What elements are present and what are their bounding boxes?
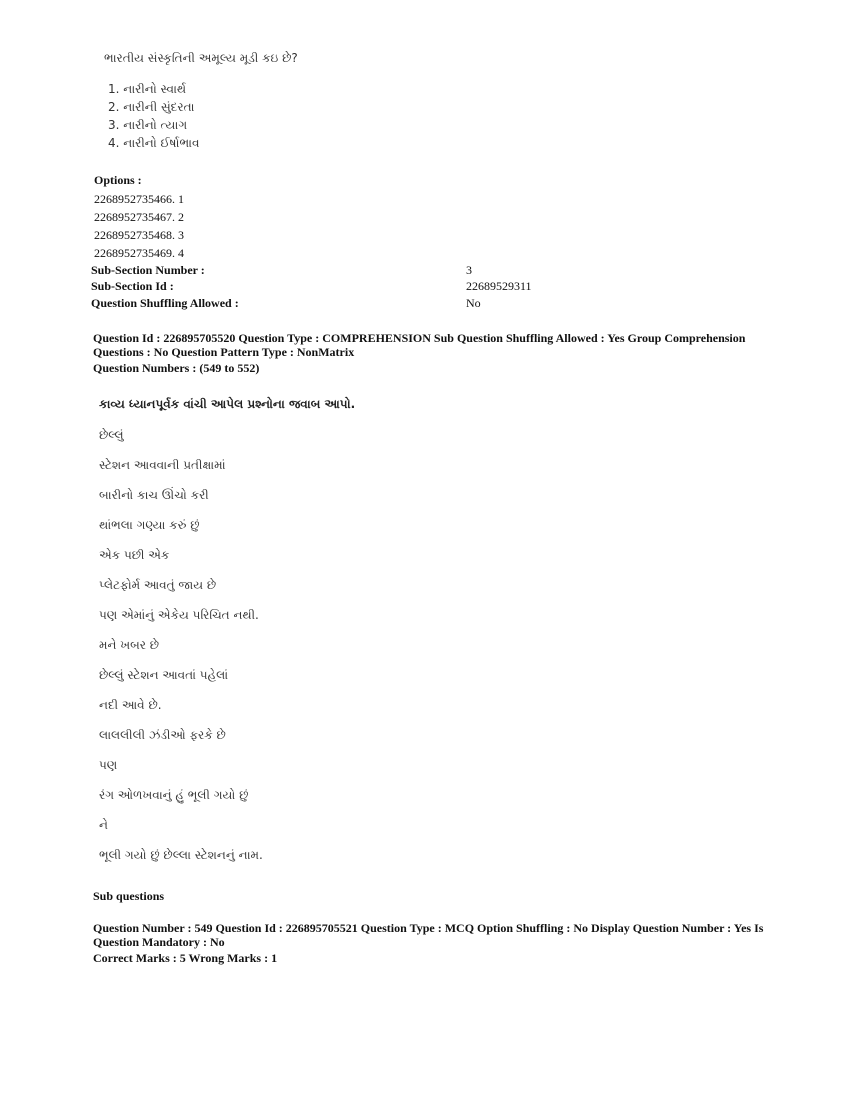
- option-item: 2268952735466. 1: [94, 192, 184, 206]
- question-text: ભારતીય સંસ્કૃતિની અમૂલ્ય મૂડી કઇ છે?: [104, 51, 298, 65]
- choice-item: 3. નારીનો ત્યાગ: [108, 118, 188, 132]
- poem-line: ભૂલી ગયો છું છેલ્લા સ્ટેશનનું નામ.: [99, 848, 263, 862]
- poem-line: છેલ્લું: [99, 428, 124, 442]
- subsection-number-label: Sub-Section Number :: [91, 263, 205, 277]
- option-item: 2268952735468. 3: [94, 228, 184, 242]
- poem-line: એક પછી એક: [99, 548, 170, 562]
- option-item: 2268952735469. 4: [94, 246, 184, 260]
- question-meta-line2: Questions : No Question Pattern Type : NonMatrix: [93, 345, 355, 359]
- poem-line: પ્લેટફોર્મ આવતું જાય છે: [99, 578, 217, 592]
- poem-line: ને: [99, 818, 108, 832]
- poem-line: થાંભલા ગણ્યા કરું છું: [99, 518, 200, 532]
- option-item: 2268952735467. 2: [94, 210, 184, 224]
- poem-lines: [99, 420, 263, 870]
- choice-item: 1. નારીનો સ્વાર્થ: [108, 82, 187, 96]
- poem-line: છેલ્લું સ્ટેશન આવતાં પહેલાં: [99, 668, 229, 682]
- poem-instruction: કાવ્ય ધ્યાનપૂર્વક વાંચી આપેલ પ્રશ્નોના જવાબ આપો.: [99, 397, 356, 411]
- marks-line: Correct Marks : 5 Wrong Marks : 1: [93, 951, 278, 965]
- subsection-id-label: Sub-Section Id :: [91, 279, 174, 293]
- subsection-number-value: 3: [466, 263, 472, 277]
- subsection-id-value: 22689529311: [466, 279, 532, 293]
- choice-item: 2. નારીની સુંદરતા: [108, 100, 195, 114]
- poem-line: સ્ટેશન આવવાની પ્રતીક્ષામાં: [99, 458, 226, 472]
- poem-line: નદી આવે છે.: [99, 698, 162, 712]
- sub-question-meta-line1: Question Number : 549 Question Id : 226895705521 Question Type : MCQ Option Shuffling : No Display Question Number : Yes Is: [93, 921, 764, 935]
- choice-item: 4. નારીનો ઈર્ષાભાવ: [108, 136, 200, 150]
- poem-line: પણ એમાંનું એકેય પરિચિત નથી.: [99, 608, 259, 622]
- sub-questions-heading: Sub questions: [93, 889, 165, 903]
- poem-line: મને ખબર છે: [99, 638, 160, 652]
- poem-line: પણ: [99, 758, 118, 772]
- shuffling-label: Question Shuffling Allowed :: [91, 296, 239, 310]
- sub-question-meta-line2: Question Mandatory : No: [93, 935, 225, 949]
- options-list: [94, 190, 184, 262]
- poem-line: રંગ ઓળખવાનું હું ભૂલી ગયો છું: [99, 788, 249, 802]
- question-meta-line1: Question Id : 226895705520 Question Type : COMPREHENSION Sub Question Shuffling Allowed : Yes Group Comprehension: [93, 331, 746, 345]
- question-numbers: Question Numbers : (549 to 552): [93, 361, 260, 375]
- poem-line: લાલલીલી ઝંડીઓ ફરકે છે: [99, 728, 226, 742]
- poem-line: બારીનો કાચ ઊંચો કરી: [99, 488, 209, 502]
- options-heading: Options :: [94, 173, 142, 187]
- choice-list: [108, 80, 199, 152]
- shuffling-value: No: [466, 296, 481, 310]
